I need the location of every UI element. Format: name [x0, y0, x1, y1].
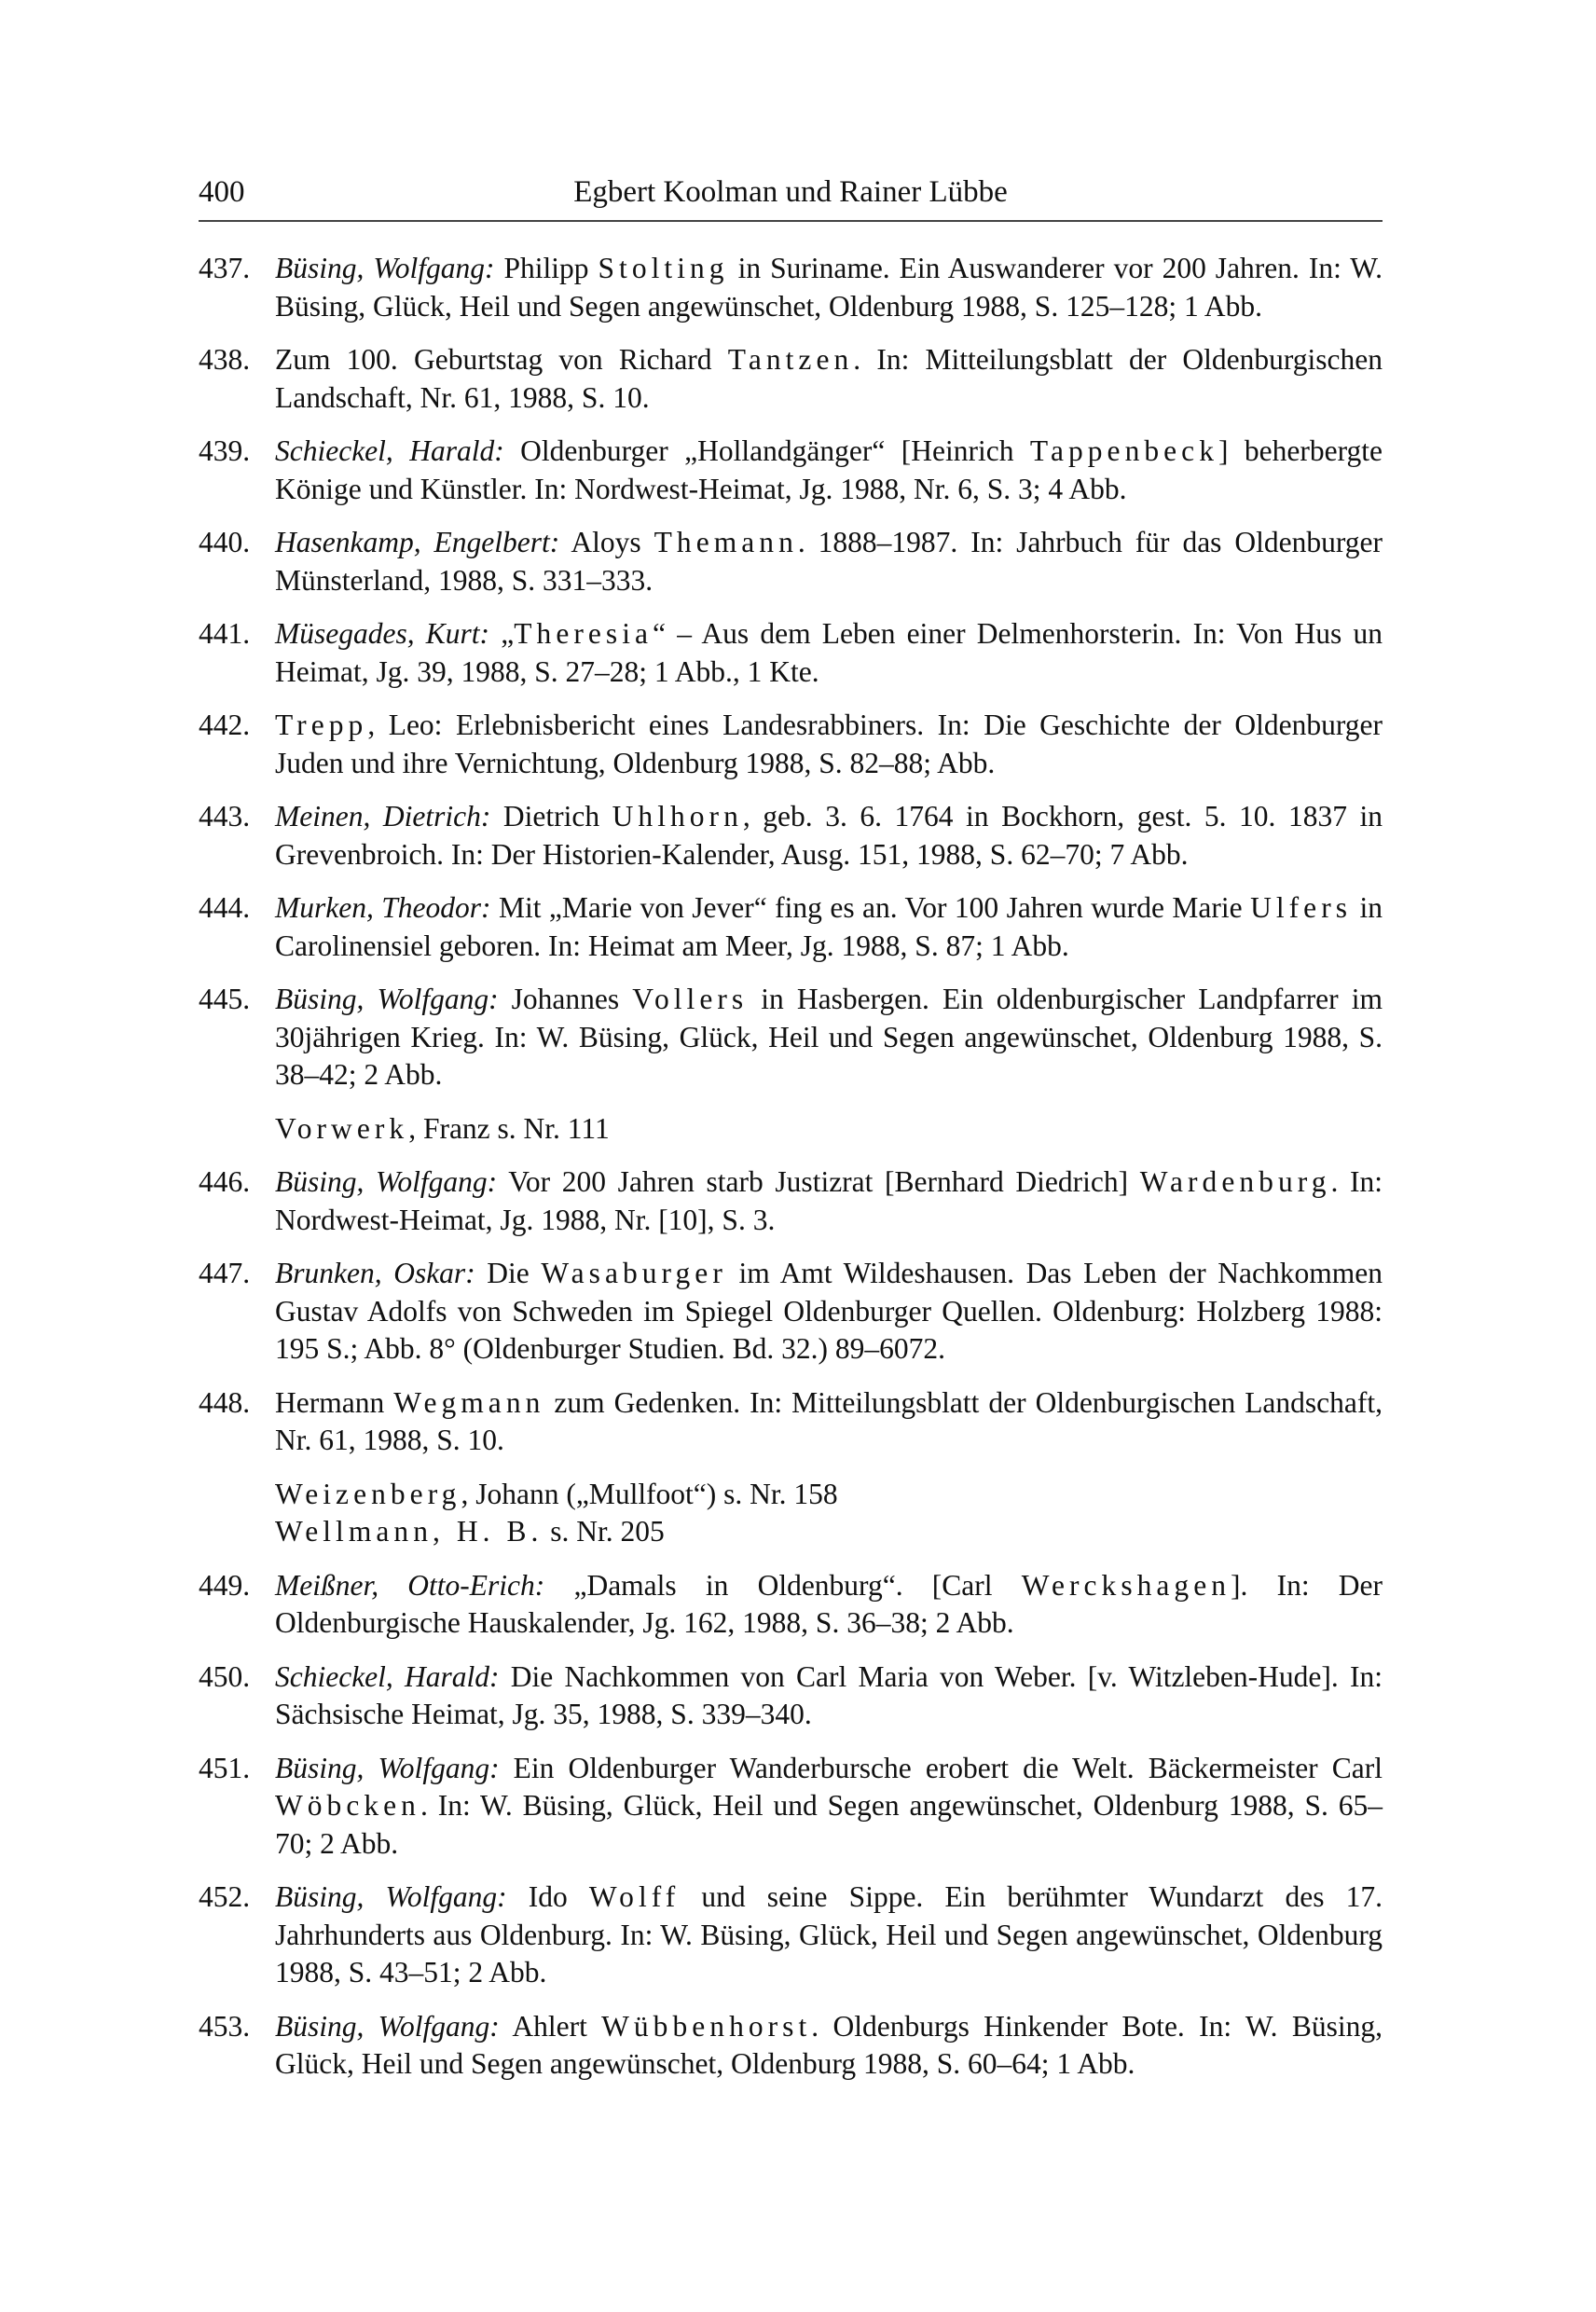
bibliography-list — [199, 250, 1383, 2099]
bib-entry-442 — [199, 707, 1383, 782]
entry-text: in Carolinensiel geboren. In: Heimat am Meer, Jg. 1988, S. 87; 1 Abb. — [275, 891, 1383, 962]
entry-spaced-name: Trepp — [275, 709, 368, 741]
bib-entry-443 — [199, 798, 1383, 874]
entry-spaced-name: Wardenburg — [1139, 1165, 1331, 1198]
entry-spaced-name: Tantzen — [727, 343, 854, 376]
entry-text: ] beherbergte Könige und Künstler. In: Nordwest-Heimat, Jg. 1988, Nr. 6, S. 3; 4 Abb. — [275, 434, 1383, 505]
entry-text: . In: Mitteilungsblatt der Oldenburgischen Landschaft, Nr. 61, 1988, S. 10. — [275, 343, 1383, 414]
entry-text: . 1888–1987. In: Jahrbuch für das Oldenburger Münsterland, 1988, S. 331–333. — [275, 526, 1383, 597]
bib-entry-437 — [199, 250, 1383, 325]
bib-entry-444 — [199, 889, 1383, 965]
entry-text: Aloys — [559, 526, 654, 558]
entry-number: 445. — [199, 983, 251, 1015]
page-number: 400 — [199, 175, 245, 209]
bib-entry-449 — [199, 1567, 1383, 1643]
entry-text: „Damals in Oldenburg“. [Carl — [544, 1568, 1022, 1602]
entry-number: 437. — [199, 252, 251, 284]
entry-number: 440. — [199, 526, 251, 558]
entry-spaced-name: Wöbcken — [275, 1789, 420, 1822]
entry-author: Büsing, Wolfgang: — [275, 1165, 498, 1198]
entry-spaced-name: Themann — [654, 526, 798, 558]
entry-author: Büsing, Wolfgang: — [275, 2009, 500, 2043]
entry-author: Schieckel, Harald: — [275, 1659, 500, 1693]
entry-text: Die Nachkommen von Carl Maria von Weber. [v. Witzleben-Hude]. In: Sächsische Heimat, Jg. 35, 1988, S. 339–340. — [275, 1659, 1383, 1730]
bib-entry-441 — [199, 615, 1383, 691]
entry-number: 453. — [199, 2009, 251, 2043]
entry-spaced-name: Tappenbeck — [1029, 434, 1218, 467]
entry-text: . In: W. Büsing, Glück, Heil und Segen angewünschet, Oldenburg 1988, S. 65–70; 2 Abb. — [275, 1789, 1383, 1860]
bib-entry-450 — [199, 1658, 1383, 1734]
entry-spaced-name: Vollers — [632, 983, 749, 1015]
entry-text: Ein Oldenburger Wanderbursche erobert die Welt. Bäckermeister Carl — [499, 1751, 1383, 1784]
ref-text: , Johann („Mullfoot“) s. Nr. 158 — [461, 1477, 838, 1510]
cross-reference — [199, 1513, 1383, 1551]
entry-author: Müsegades, Kurt: — [275, 617, 490, 650]
entry-text: , geb. 3. 6. 1764 in Bockhorn, gest. 5. 10. 1837 in Grevenbroich. In: Der Historien-Kalender, Ausg. 151, 1988, S. 62–70; 7 Abb. — [275, 800, 1383, 871]
entry-spaced-name: Wasaburger — [541, 1257, 727, 1289]
entry-author: Büsing, Wolfgang: — [275, 252, 495, 284]
bib-entry-451 — [199, 1750, 1383, 1864]
entry-text: Philipp — [494, 252, 598, 284]
entry-author: Büsing, Wolfgang: — [275, 1751, 500, 1784]
entry-spaced-name: Wegmann — [393, 1385, 545, 1419]
entry-spaced-name: Stolting — [598, 252, 729, 284]
entry-number: 438. — [199, 343, 251, 376]
entry-number: 448. — [199, 1385, 251, 1419]
entry-number: 450. — [199, 1659, 251, 1693]
running-title: Egbert Koolman und Rainer Lübbe — [573, 175, 1008, 209]
entry-text: zum Gedenken. In: Mitteilungsblatt der Oldenburgischen Landschaft, Nr. 61, 1988, S. 10. — [275, 1385, 1383, 1456]
entry-author: Büsing, Wolfgang: — [275, 983, 499, 1015]
cross-reference-group — [199, 1476, 1383, 1551]
ref-spaced-name: Weizenberg — [275, 1477, 461, 1510]
ref-text: s. Nr. 205 — [543, 1515, 665, 1548]
entry-author: Büsing, Wolfgang: — [275, 1880, 507, 1913]
ref-spaced-name: Vorwerk — [275, 1111, 409, 1145]
bib-entry-438 — [199, 341, 1383, 417]
entry-number: 451. — [199, 1751, 251, 1784]
entry-text: Johannes — [498, 983, 633, 1015]
entry-number: 446. — [199, 1165, 251, 1198]
entry-number: 444. — [199, 891, 251, 924]
entry-spaced-name: Uhlhorn — [612, 800, 743, 833]
entry-text: Hermann — [275, 1385, 394, 1419]
entry-author: Brunken, Oskar: — [275, 1257, 475, 1289]
entry-author: Murken, Theodor: — [275, 891, 491, 924]
entry-number: 449. — [199, 1568, 251, 1602]
entry-author: Meißner, Otto-Erich: — [275, 1568, 545, 1602]
entry-author: Schieckel, Harald: — [275, 434, 504, 467]
cross-reference — [199, 1110, 1383, 1149]
cross-reference — [199, 1476, 1383, 1514]
entry-spaced-name: Wübbenhorst — [601, 2009, 812, 2043]
bib-entry-445 — [199, 981, 1383, 1094]
entry-spaced-name: Werckshagen — [1021, 1568, 1231, 1602]
entry-text: Ido — [506, 1880, 589, 1913]
entry-text: Ahlert — [499, 2009, 602, 2043]
entry-author: Hasenkamp, Engelbert: — [275, 526, 560, 558]
entry-text: , Leo: Erlebnisbericht eines Landesrabbiners. In: Die Geschichte der Oldenburger Juden und ihre Vernichtung, Oldenburg 1988, S. 82–88; Abb. — [275, 709, 1383, 779]
bib-entry-446 — [199, 1163, 1383, 1239]
entry-author: Meinen, Dietrich: — [275, 800, 491, 833]
bib-entry-440 — [199, 524, 1383, 599]
bib-entry-448 — [199, 1384, 1383, 1460]
entry-spaced-name: Ulfers — [1250, 891, 1353, 924]
bib-entry-453 — [199, 2008, 1383, 2084]
entry-text: “ – Aus dem Leben einer Delmenhorsterin. In: Von Hus un Heimat, Jg. 39, 1988, S. 27–28; 1 Abb., 1 Kte. — [275, 617, 1383, 688]
entry-text: . In: Nordwest-Heimat, Jg. 1988, Nr. [10], S. 3. — [275, 1165, 1383, 1236]
entry-number: 442. — [199, 709, 251, 741]
entry-text: Die — [475, 1257, 542, 1289]
entry-text: „ — [489, 617, 515, 650]
entry-text: im Amt Wildeshausen. Das Leben der Nachkommen Gustav Adolfs von Schweden im Spiegel Oldenburger Quellen. Oldenburg: Holzberg 1988: 195 S.; Abb. 8° (Oldenburger Studien. Bd. 32.) 89–6072. — [275, 1257, 1383, 1365]
ref-spaced-name: Wellmann, H. B. — [275, 1515, 543, 1548]
entry-text: Oldenburger „Hollandgänger“ [Heinrich — [503, 434, 1030, 467]
entry-number: 443. — [199, 800, 251, 833]
entry-number: 447. — [199, 1257, 251, 1289]
entry-text: . Oldenburgs Hinkender Bote. In: W. Büsing, Glück, Heil und Segen angewünschet, Oldenburg 1988, S. 60–64; 1 Abb. — [275, 2009, 1383, 2080]
entry-number: 439. — [199, 434, 251, 467]
entry-text: Dietrich — [490, 800, 612, 833]
entry-spaced-name: Theresia — [514, 617, 654, 650]
entry-text: in Hasbergen. Ein oldenburgischer Landpfarrer im 30jährigen Krieg. In: W. Büsing, Glück, Heil und Segen angewünschet, Oldenburg 1988, S. 38–42; 2 Abb. — [275, 983, 1383, 1091]
entry-text: Vor 200 Jahren starb Justizrat [Bernhard Diedrich] — [497, 1165, 1140, 1198]
entry-text: Zum 100. Geburtstag von Richard — [275, 343, 728, 376]
header-rule — [199, 220, 1383, 222]
bib-entry-452 — [199, 1878, 1383, 1992]
bib-entry-439 — [199, 433, 1383, 508]
page-header — [199, 168, 1383, 220]
entry-number: 452. — [199, 1880, 251, 1913]
bib-entry-447 — [199, 1255, 1383, 1369]
entry-number: 441. — [199, 617, 251, 650]
entry-spaced-name: Wolff — [588, 1880, 681, 1913]
entry-text: in Suriname. Ein Auswanderer vor 200 Jahren. In: W. Büsing, Glück, Heil und Segen angewünschet, Oldenburg 1988, S. 125–128; 1 Abb. — [275, 252, 1383, 323]
ref-text: , Franz s. Nr. 111 — [408, 1111, 610, 1145]
entry-text: und seine Sippe. Ein berühmter Wundarzt des 17. Jahrhunderts aus Oldenburg. In: W. Büsing, Glück, Heil und Segen angewünschet, Oldenburg 1988, S. 43–51; 2 Abb. — [275, 1880, 1383, 1989]
entry-text: ]. In: Der Oldenburgische Hauskalender, Jg. 162, 1988, S. 36–38; 2 Abb. — [275, 1568, 1383, 1639]
entry-text: Mit „Marie von Jever“ fing es an. Vor 100 Jahren wurde Marie — [490, 891, 1251, 924]
